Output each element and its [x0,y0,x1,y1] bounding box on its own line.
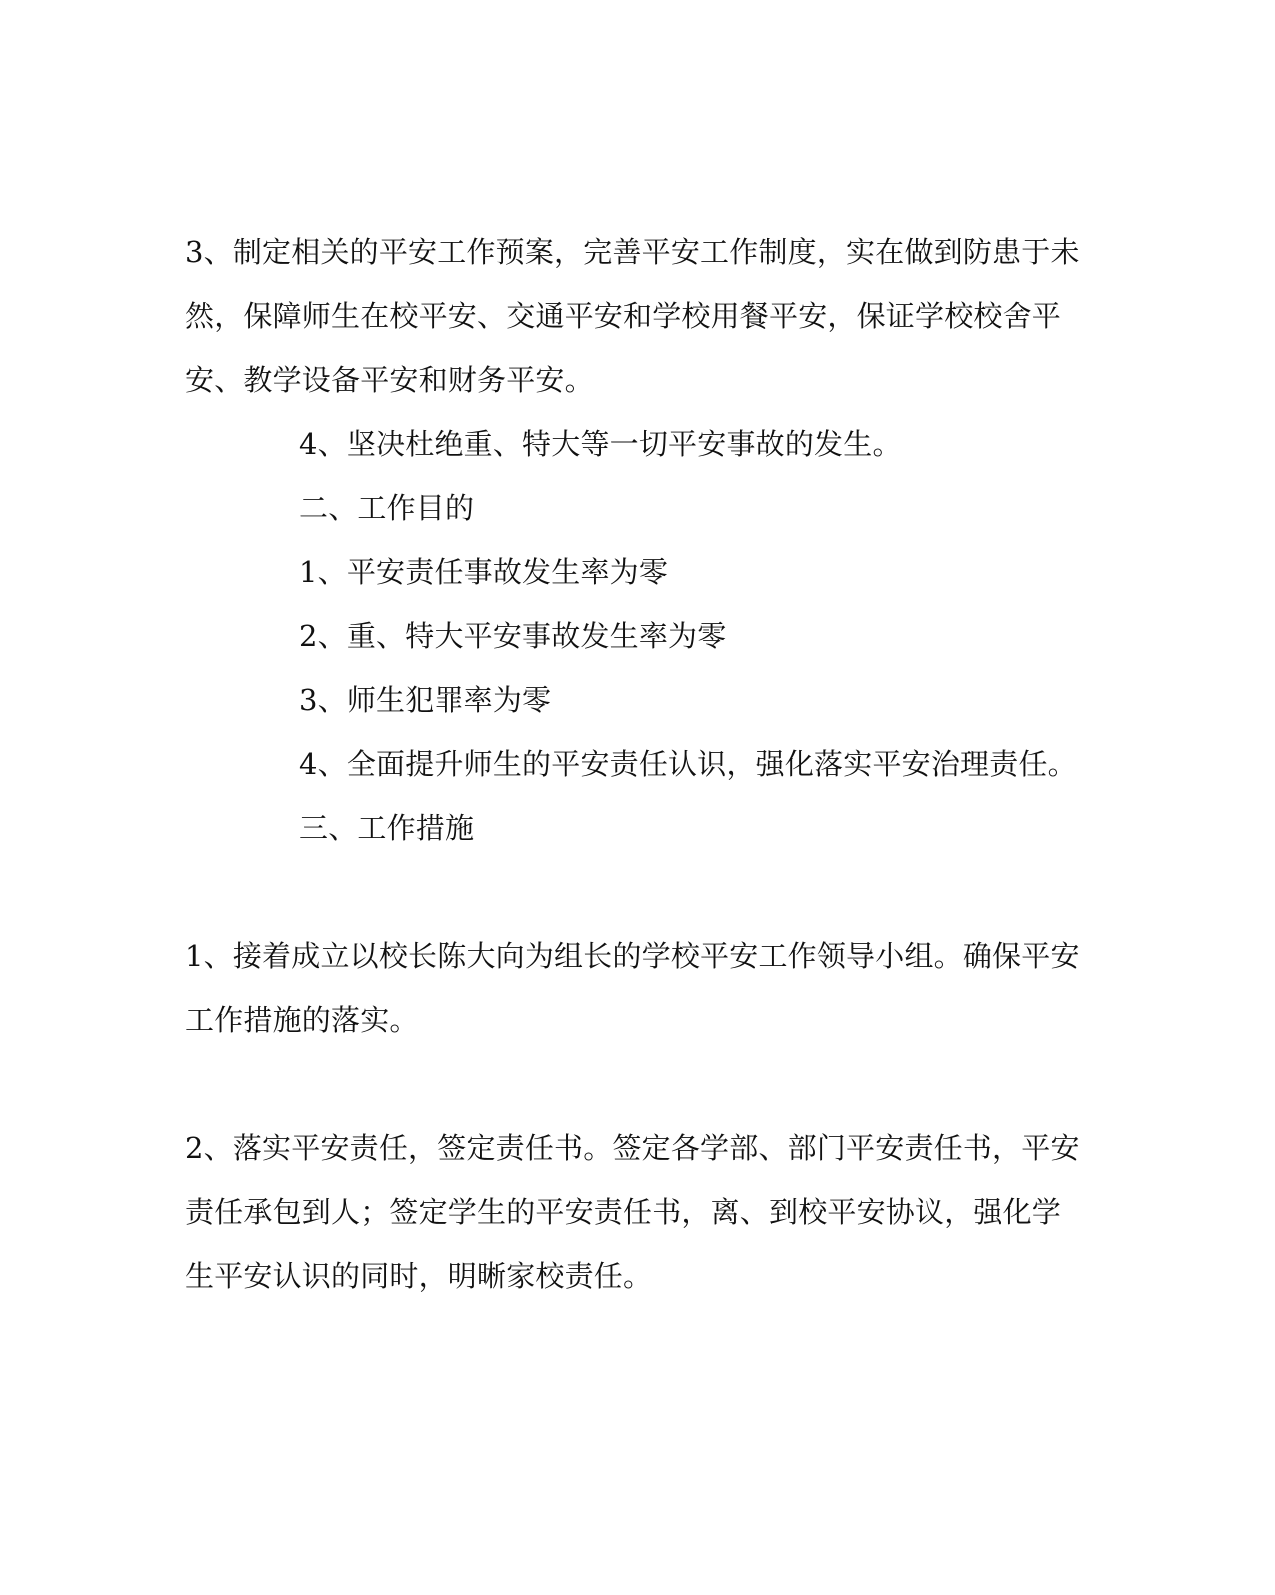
section-3-heading: 三、工作措施 [299,811,475,845]
measure-2-line-2: 责任承包到人；签定学生的平安责任书，离、到校平安协议，强化学 [185,1195,1062,1229]
section-2-heading: 二、工作目的 [299,491,475,525]
goal-item-2: 2、重、特大平安事故发生率为零 [299,619,727,653]
measure-1-line-1: 1、接着成立以校长陈大向为组长的学校平安工作领导小组。确保平安 [185,939,1080,973]
goal-item-4: 4、全面提升师生的平安责任认识，强化落实平安治理责任。 [299,747,1077,781]
paragraph-3-line-3: 安、教学设备平安和财务平安。 [185,363,594,397]
paragraph-3-line-2: 然，保障师生在校平安、交通平安和学校用餐平安，保证学校校舍平 [185,299,1062,333]
paragraph-3-line-1: 3、制定相关的平安工作预案，完善平安工作制度，实在做到防患于未 [185,235,1080,269]
measure-1-line-2: 工作措施的落实。 [185,1003,419,1037]
measure-2-line-3: 生平安认识的同时，明晰家校责任。 [185,1259,653,1293]
item-4-text: 4、坚决杜绝重、特大等一切平安事故的发生。 [299,427,902,461]
goal-item-1: 1、平安责任事故发生率为零 [299,555,669,589]
goal-item-3: 3、师生犯罪率为零 [299,683,552,717]
measure-2-line-1: 2、落实平安责任，签定责任书。签定各学部、部门平安责任书，平安 [185,1131,1080,1165]
